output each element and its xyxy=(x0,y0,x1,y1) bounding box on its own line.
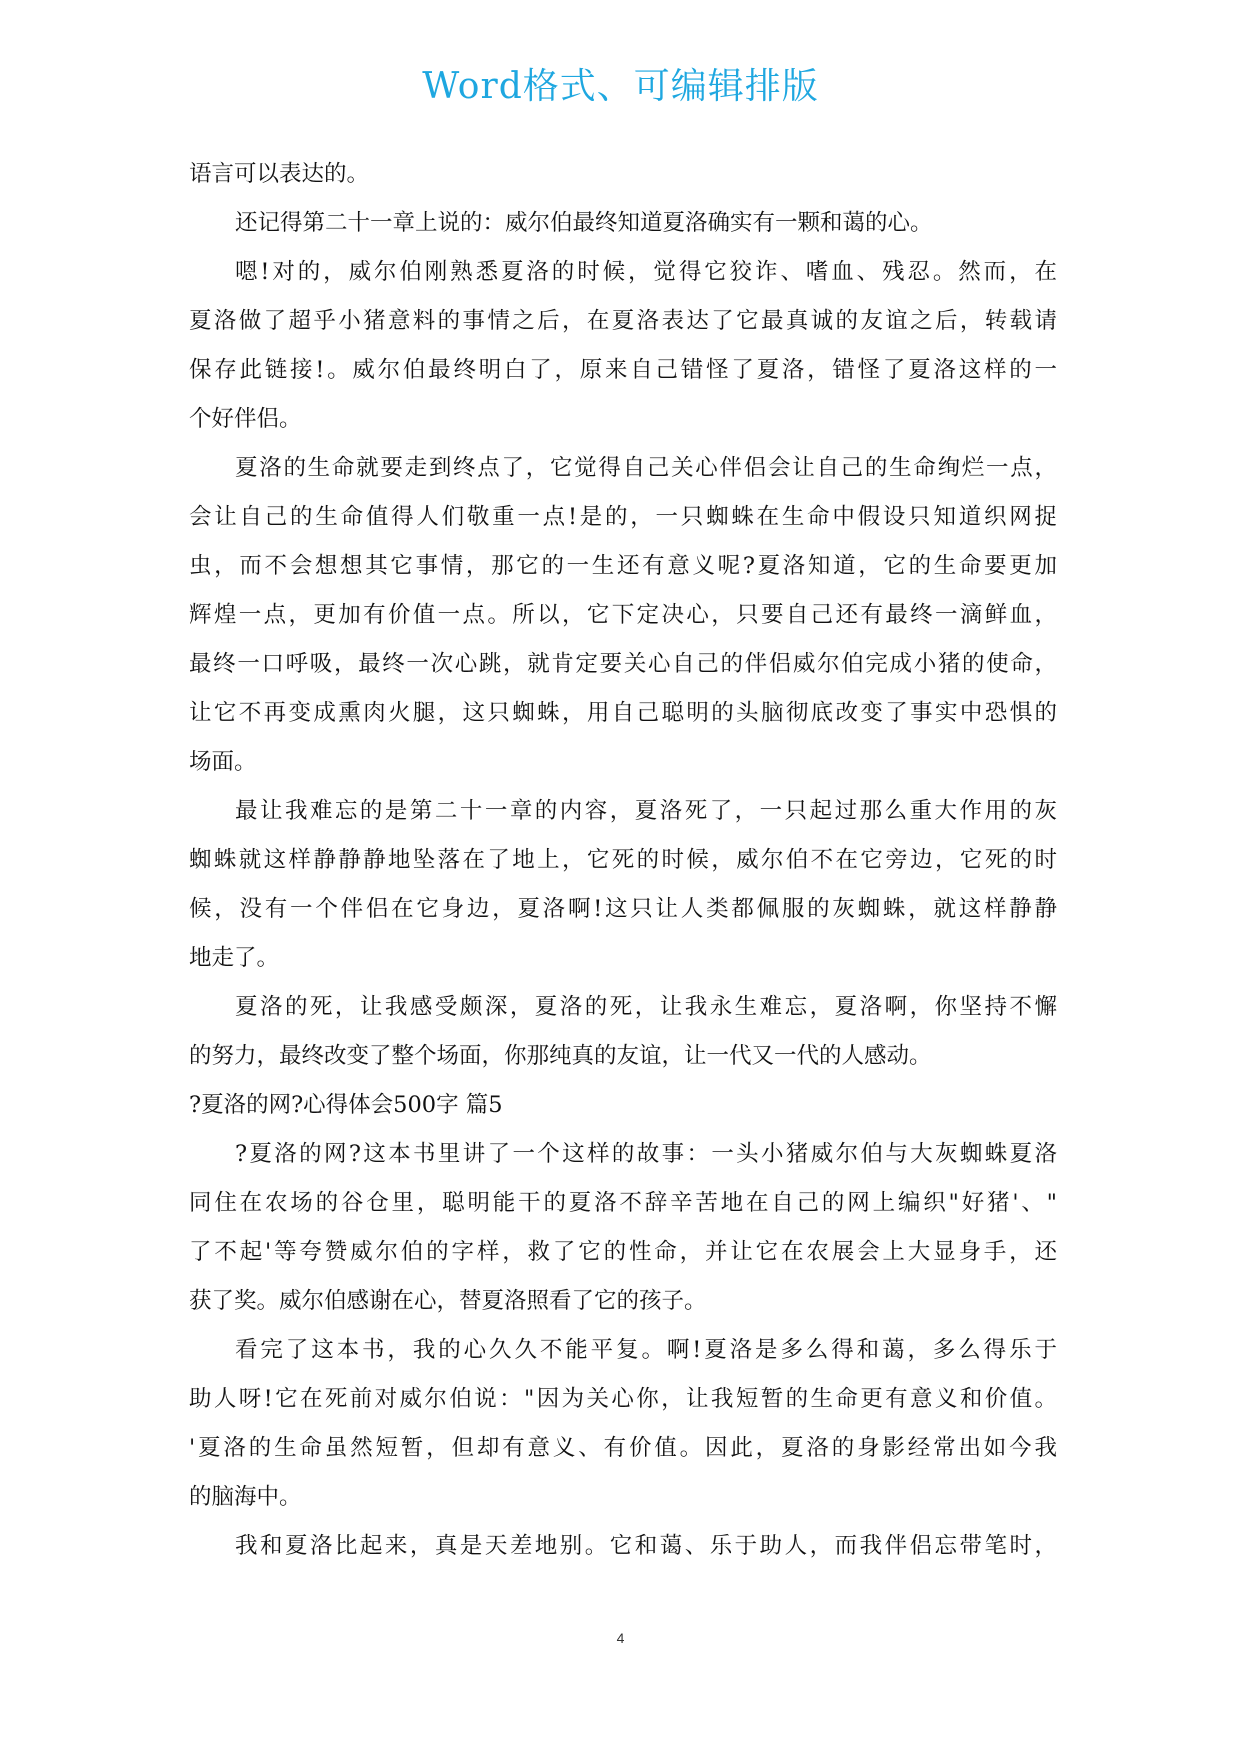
text-line: 的脑海中。 xyxy=(189,1484,302,1510)
text-line: 了不起'等夸赞威尔伯的字样，救了它的性命，并让它在农展会上大显身手，还 xyxy=(189,1239,1057,1265)
text-line: 会让自己的生命值得人们敬重一点!是的，一只蜘蛛在生命中假设只知道织网捉 xyxy=(189,504,1057,530)
text-line: 我和夏洛比起来，真是天差地别。它和蔼、乐于助人，而我伴侣忘带笔时， xyxy=(235,1533,1057,1559)
text-line: 嗯!对的，威尔伯刚熟悉夏洛的时候，觉得它狡诈、嗜血、残忍。然而，在 xyxy=(235,259,1057,285)
text-line: 虫，而不会想想其它事情，那它的一生还有意义呢?夏洛知道，它的生命要更加 xyxy=(189,553,1057,579)
text-line: 获了奖。威尔伯感谢在心，替夏洛照看了它的孩子。 xyxy=(189,1288,707,1314)
text-line: 语言可以表达的。 xyxy=(189,161,370,187)
text-line: 地走了。 xyxy=(189,945,280,971)
text-line: 个好伴侣。 xyxy=(189,406,302,432)
text-line: '夏洛的生命虽然短暂，但却有意义、有价值。因此，夏洛的身影经常出如今我 xyxy=(189,1435,1057,1461)
text-line: 夏洛的生命就要走到终点了，它觉得自己关心伴侣会让自己的生命绚烂一点， xyxy=(235,455,1057,481)
document-header-title: Word格式、可编辑排版 xyxy=(422,66,819,107)
text-line: 蜘蛛就这样静静静地坠落在了地上，它死的时候，威尔伯不在它旁边，它死的时 xyxy=(189,847,1057,873)
text-line: 让它不再变成熏肉火腿，这只蜘蛛，用自己聪明的头脑彻底改变了事实中恐惧的 xyxy=(189,700,1057,726)
section-heading: ?夏洛的网?心得体会500字 篇5 xyxy=(189,1092,503,1118)
text-line: 夏洛的死，让我感受颇深，夏洛的死，让我永生难忘，夏洛啊，你坚持不懈 xyxy=(235,994,1057,1020)
text-line: 保存此链接!。威尔伯最终明白了，原来自己错怪了夏洛，错怪了夏洛这样的一 xyxy=(189,357,1057,383)
text-line: 同住在农场的谷仓里，聪明能干的夏洛不辞辛苦地在自己的网上编织"好猪'、" xyxy=(189,1190,1057,1216)
page-number: 4 xyxy=(616,1630,625,1646)
text-line: 辉煌一点，更加有价值一点。所以，它下定决心，只要自己还有最终一滴鲜血， xyxy=(189,602,1057,628)
text-line: ?夏洛的网?这本书里讲了一个这样的故事：一头小猪威尔伯与大灰蜘蛛夏洛 xyxy=(235,1141,1057,1167)
text-line: 最让我难忘的是第二十一章的内容，夏洛死了，一只起过那么重大作用的灰 xyxy=(235,798,1057,824)
text-line: 助人呀!它在死前对威尔伯说："因为关心你，让我短暂的生命更有意义和价值。 xyxy=(189,1386,1057,1412)
text-line: 场面。 xyxy=(189,749,257,775)
text-line: 看完了这本书，我的心久久不能平复。啊!夏洛是多么得和蔼，多么得乐于 xyxy=(235,1337,1057,1363)
text-line: 还记得第二十一章上说的：威尔伯最终知道夏洛确实有一颗和蔼的心。 xyxy=(235,210,933,236)
text-line: 候，没有一个伴侣在它身边，夏洛啊!这只让人类都佩服的灰蜘蛛，就这样静静 xyxy=(189,896,1057,922)
document-body xyxy=(189,150,1057,1571)
text-line: 最终一口呼吸，最终一次心跳，就肯定要关心自己的伴侣威尔伯完成小猪的使命， xyxy=(189,651,1057,677)
text-line: 的努力，最终改变了整个场面，你那纯真的友谊，让一代又一代的人感动。 xyxy=(189,1043,932,1069)
text-line: 夏洛做了超乎小猪意料的事情之后，在夏洛表达了它最真诚的友谊之后，转载请 xyxy=(189,308,1057,334)
